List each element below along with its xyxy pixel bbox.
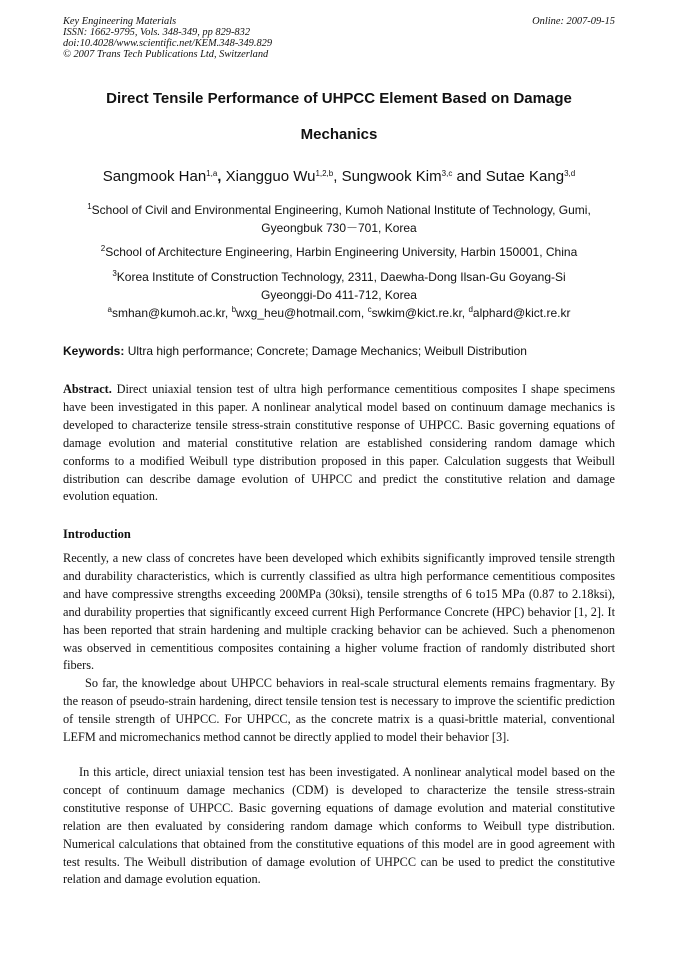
introduction-paragraph-2: So far, the knowledge about UHPCC behaviors in real-scale structural elements remains fragmentary. By the reason of pseudo-strain hardening, direct tensile tension test is necessary to improve the scientific prediction of tensile strength of UHPCC. For UHPCC, as the concrete matrix is a quasi-brittle material, conventional LEFM and micromechanics method cannot be directly applied to model their behavior [3]. [63, 676, 615, 744]
email-c[interactable]: swkim@kict.re.kr, [371, 306, 469, 320]
author-1: Sangmook Han$^{1,a}$ [102, 168, 218, 185]
author-4: Sutae Kang$^{3,d}$ [485, 168, 576, 185]
author-3: Sungwook Kim$^{3,c}$ [341, 168, 453, 185]
keywords-text: Ultra high performance; Concrete; Damage Mechanics; Weibull Distribution [124, 344, 527, 358]
author-list: Sangmook Han$^{1,a}$, Xiangguo Wu$^{1,2,b}$, Sungwook Kim$^{3,c}$ and Sutae Kang$^{3,d}$ [102, 168, 576, 185]
journal-name: Key Engineering Materials [63, 16, 177, 27]
section-heading-introduction: Introduction [63, 527, 131, 541]
keywords-label: Keywords: [63, 344, 125, 358]
journal-header [63, 16, 615, 60]
introduction-paragraph-3: In this article, direct uniaxial tension test has been investigated. A nonlinear analytical model based on the concept of continuum damage mechanics (CDM) is developed to characterize the tensile stress-strain constitutive response of UHPCC. Basic governing equations of damage evolution and material constitutive relation are then evaluated by considering random damage which conforms to Weibull type distribution. Numerical calculations that obtained from the constitutive equations of this model are in good agreement with test results. The Weibull distribution of damage evolution of UHPCC can be used to predict the constitutive relation and damage evolution equation. [63, 765, 615, 887]
affiliation-2: $^2$School of Architecture Engineering, Harbin Engineering University, Harbin 150001, China [100, 244, 578, 259]
copyright-line: © 2007 Trans Tech Publications Ltd, Switzerland [63, 49, 269, 60]
email-a[interactable]: smhan@kumoh.ac.kr, [112, 306, 232, 320]
author-2: Xiangguo Wu$^{1,2,b}$ [225, 168, 334, 185]
email-d[interactable]: alphard@kict.re.kr [472, 306, 571, 320]
abstract-label: Abstract. [63, 382, 112, 396]
abstract-text: Direct uniaxial tension test of ultra high performance cementitious composites I shape specimens have been investigated in this paper. A nonlinear analytical model based on continuum damage mechanics is developed to characterize tensile stress-strain constitutive response of UHPCC. Basic governing equations of damage evolution and material constitutive relation are established considering random damage which conforms to a modified Weibull type distribution proposed in this paper. Calculation suggests that Weibull distribution can describe damage evolution of UHPCC and predict the constitutive relation and damage evolution equation. [63, 382, 615, 504]
doi-line: doi:10.4028/www.scientific.net/KEM.348-349.829 [63, 38, 273, 49]
paper-title-line-2: Mechanics [300, 126, 378, 143]
introduction-paragraph-1: Recently, a new class of concretes have been developed which exhibits significantly improved tensile strength and durability characteristics, which is currently classified as ultra high performance cementitious composites and have compressive strengths exceeding 200MPa (30ksi), tensile strengths of 6 to15 MPa (0.87 to 2.18ksi), and durability properties that significantly exceed current High Performance Concrete (HPC) behavior [1, 2]. It has been reported that strain hardening and multiple cracking behavior can be achieved. Such a phenomenon was observed in cementitious composites containing a higher volume fraction of randomly distributed short fibers. [63, 551, 615, 673]
email-b[interactable]: wxg_heu@hotmail.com, [236, 306, 368, 320]
author-emails: $^a$smhan@kumoh.ac.kr, $^b$wxg_heu@hotmail.com, $^c$swkim@kict.re.kr, $^d$alphard@kict.re.kr [107, 305, 571, 320]
issn-line: ISSN: 1662-9795, Vols. 348-349, pp 829-832 [63, 27, 251, 38]
online-date: Online: 2007-09-15 [532, 16, 615, 27]
abstract [63, 381, 615, 506]
affiliation-3: $^3$Korea Institute of Construction Technology, 2311, Daewha-Dong Ilsan-Gu Goyang-Si Gyeonggi-Do 411-712, Korea [112, 269, 566, 302]
paper-title-line-1: Direct Tensile Performance of UHPCC Element Based on Damage [106, 90, 572, 107]
affiliation-1: $^1$School of Civil and Environmental Engineering, Kumoh National Institute of Technology, Gumi, Gyeongbuk 730－701, Korea [87, 202, 591, 235]
keywords [63, 344, 615, 358]
